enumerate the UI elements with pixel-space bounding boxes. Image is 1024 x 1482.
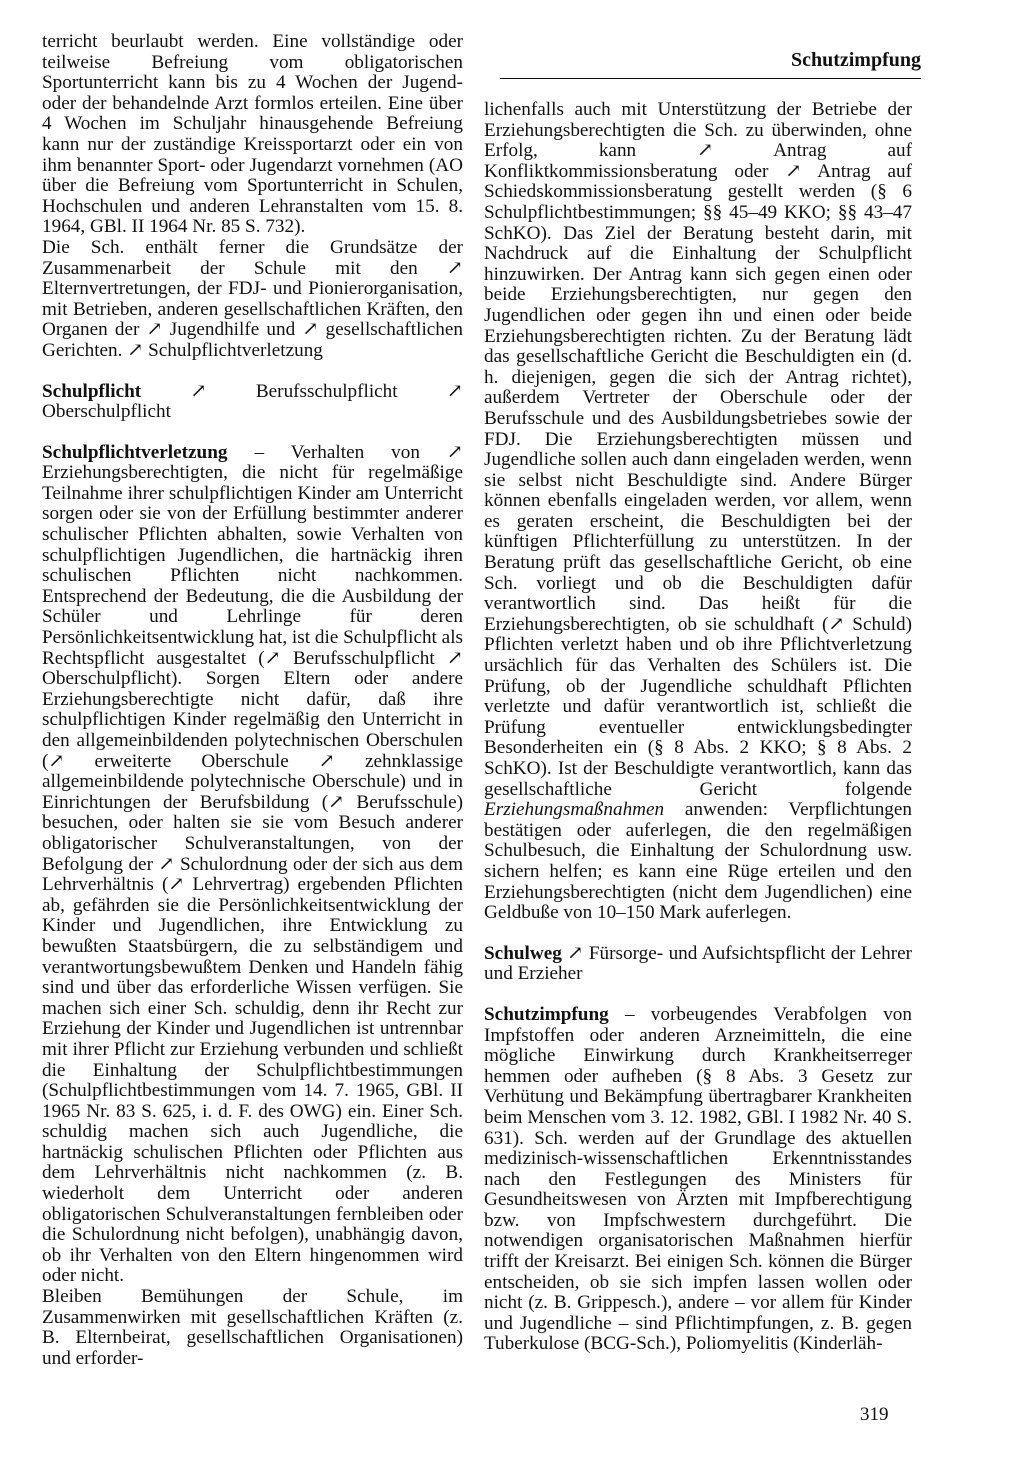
entry-term: Schulpflicht xyxy=(42,380,142,402)
entry-text: – Verhalten von ↗ Erziehungsberechtigten, die nicht für regelmäßige Teilnahme ihrer schulpflichtigen Kinder am Unterricht sorgen oder sie von der Erfüllung bestimmter anderer schulischer Pflichten abhalten, sowie Verhalten von schulpflichtigen Jugendlichen, die hartnäckig ihren schulischen Pflichten nicht nachkommen. Entsprechend der Bedeutung, die die Ausbildung der Schüler und Lehrlinge für deren Persönlichkeitsentwicklung hat, ist die Schulpflicht als Rechtspflicht ausgestaltet (↗ Berufsschulpflicht ↗ Oberschulpflicht). Sorgen Eltern oder andere Erziehungsberechtigte nicht dafür, daß ihre schulpflichtigen Kinder regelmäßig den Unterricht in den allgemeinbildenden polytechnischen Oberschulen (↗ erweiterte Oberschule ↗ zehnklassige allgemeinbildende polytechnische Oberschule) und in Einrichtungen der Berufsbildung (↗ Berufsschule) besuchen, oder halten sie sie vom Besuch anderer obligatorischer Schulveranstaltungen, von der Befolgung der ↗ Schulordnung oder der sich aus dem Lehrverhältnis (↗ Lehrvertrag) ergebenden Pflichten ab, gefährden sie die Persönlichkeitsentwicklung der Kinder und Jugendlichen, ihre Entwicklung zu bewußten Staatsbürgern, die zu selbständigem und verantwortungsbewußtem Denken und Handeln fähig sind und über das erforderliche Wissen verfügen. Sie machen sich einer Sch. schuldig, denn ihr Recht zur Erziehung der Kinder und Jugendlichen ist untrennbar mit ihrer Pflicht zur Erziehung verbunden und schließt die Einhaltung der Schulpflichtbestimmungen (Schulpflichtbestimmungen vom 14. 7. 1965, GBl. II 1965 Nr. 83 S. 625, i. d. F. des OWG) ein. Einer Sch. schuldig machen sich auch Jugendliche, die hartnäckig schulischen Pflichten oder Pflichten aus dem Lehrverhältnis nicht nachkommen (z. B. wiederholt dem Unterricht oder anderen obligatorischen Schulveranstaltungen fernbleiben oder die Schulordnung nicht befolgen), unabhängig davon, ob ihr Verhalten von den Eltern hingenommen wird oder nicht. xyxy=(42,441,463,1287)
header-rule xyxy=(500,78,921,79)
paragraph-text: anwenden: Verpflichtungen bestätigen oder auferlegen, die den regelmäßigen Schulbesuch, die Einhaltung der Schulordnung usw. sichern helfen; es kann eine Rüge erteilen und den Erziehungsberechtigten (nicht dem Jugendlichen) eine Geldbuße von 10–150 Mark auferlegen. xyxy=(484,799,912,924)
paragraph-continuation: terricht beurlaubt werden. Eine vollständige oder teilweise Befreiung vom obligatorischen Sportunterricht kann bis zu 4 Wochen der Jugend- oder der behandelnde Arzt formlos erteilen. Eine über 4 Wochen im Schuljahr hinausgehende Befreiung kann nur der zuständige Kreissportarzt oder ein von ihm benannter Sport- oder Jugendarzt vornehmen (AO über die Befreiung vom Sportunterricht in Schulen, Hochschulen und anderen Lehranstalten vom 15. 8. 1964, GBl. II 1964 Nr. 85 S. 732). xyxy=(42,31,463,238)
entry-text: – vorbeugendes Verabfolgen von Impfstoffen oder anderen Arzneimitteln, die eine mögliche Einwirkung durch Krankheitserreger hemmen oder aufheben (§ 8 Abs. 3 Gesetz zur Verhütung und Bekämpfung übertragbarer Krankheiten beim Menschen vom 3. 12. 1982, GBl. I 1982 Nr. 40 S. 631). Sch. werden auf der Grundlage des aktuellen medizinisch-wissenschaftlichen Erkenntnisstandes nach den Festlegungen des Ministers für Gesundheitswesen von Ärzten mit Impfberechtigung bzw. von Impfschwestern durchgeführt. Die notwendigen organisatorischen Maßnahmen hierfür trifft der Kreisarzt. Bei einigen Sch. können die Bürger entscheiden, ob sie sich impfen lassen wollen oder nicht (z. B. Grippesch.), andere – vor allem für Kinder und Jugendliche – sind Pflichtimpfungen, z. B. gegen Tuberkulose (BCG-Sch.), Poliomyelitis (Kinderläh- xyxy=(484,1003,912,1355)
entry-schutzimpfung xyxy=(484,1005,912,1355)
entry-term: Schulweg xyxy=(484,942,562,964)
entry-text: ↗ Berufsschulpflicht ↗ Oberschulpflicht xyxy=(42,380,463,423)
left-column xyxy=(42,32,463,1369)
entry-schulpflicht xyxy=(42,382,463,423)
right-column xyxy=(484,100,912,1355)
paragraph-zusammenarbeit: Die Sch. enthält ferner die Grundsätze der Zusammenarbeit der Schule mit den ↗ Elternvertretungen, der FDJ- und Pionierorganisation, mit Betrieben, anderen gesellschaftlichen Kräften, den Organen der ↗ Jugendhilfe und ↗ gesellschaftlichen Gerichten. ↗ Schulpflichtverletzung xyxy=(42,236,463,361)
running-header-title: Schutzimpfung xyxy=(790,49,921,71)
entry-text: ↗ Fürsorge- und Aufsichtspflicht der Lehrer und Erzieher xyxy=(484,942,912,985)
italic-term: Erziehungsmaßnahmen xyxy=(484,799,665,821)
paragraph-beratung xyxy=(484,100,912,924)
entry-schulweg xyxy=(484,944,912,985)
paragraph-bemuehungen: Bleiben Bemühungen der Schule, im Zusammenwirken mit gesellschaftlichen Kräften (z. B. Elternbeirat, gesellschaftlichen Organisationen) und erforder- xyxy=(42,1286,463,1369)
entry-term: Schutzimpfung xyxy=(484,1003,609,1025)
paragraph-text: lichenfalls auch mit Unterstützung der Betriebe der Erziehungsberechtigten die Sch. zu überwinden, ohne Erfolg, kann ↗ Antrag auf Konfliktkommissionsberatung oder ↗ Antrag auf Schiedskommissionsberatung gestellt werden (§ 6 Schulpflichtbestimmungen; §§ 45–49 KKO; §§ 43–47 SchKO). Das Ziel der Beratung besteht darin, mit Nachdruck auf die Einhaltung der Schulpflicht hinzuwirken. Der Antrag kann sich gegen einen oder beide Erziehungsberechtigten, nur gegen den Jugendlichen oder gegen ihn und einen oder beide Erziehungsberechtigten richten. Zu der Beratung lädt das gesellschaftliche Gericht die Beschuldigten ein (d. h. diejenigen, gegen die sich der Antrag richtet), außerdem Vertreter der Oberschule oder der Berufsschule und des Ausbildungsbetriebes sowie der FDJ. Die Erziehungsberechtigten müssen und Jugendliche sollen auch dann eingeladen werden, wenn sie selbst nicht Beschuldigte sind. Andere Bürger können ebenfalls eingeladen werden, vor allem, wenn es geraten erscheint, die Beschuldigten bei der künftigen Pflichterfüllung zu unterstützen. In der Beratung prüft das gesellschaftliche Gericht, ob eine Sch. vorliegt und ob die Beschuldigten dafür verantwortlich sind. Das heißt für die Erziehungsberechtigten, ob sie schuldhaft (↗ Schuld) Pflichten verletzt haben und ob ihre Pflichtverletzung ursächlich für das Verhalten des Schülers ist. Die Prüfung, ob der Jugendliche schuldhaft Pflichten verletzte und dafür verantwortlich ist, schließt die Prüfung eventueller entwicklungsbedingter Besonderheiten ein (§ 8 Abs. 2 KKO; § 8 Abs. 2 SchKO). Ist der Beschuldigte verantwortlich, kann das gesellschaftliche Gericht folgende xyxy=(484,99,912,800)
entry-term: Schulpflichtverletzung xyxy=(42,441,228,463)
entry-schulpflichtverletzung xyxy=(42,443,463,1287)
page-number: 319 xyxy=(860,1404,889,1425)
